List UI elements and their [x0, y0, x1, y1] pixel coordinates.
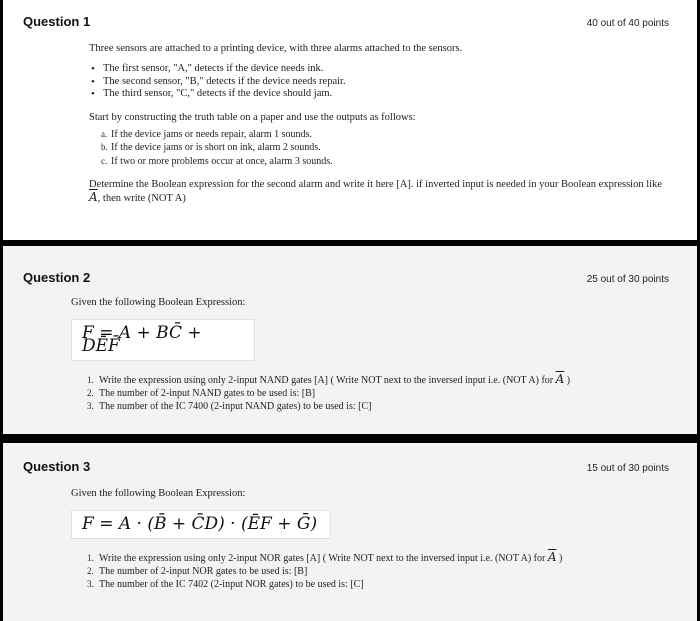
- question-1-header: [23, 14, 669, 29]
- not-a-symbol: $\overline{A}$: [89, 190, 98, 204]
- question-title: Question 3: [23, 459, 91, 474]
- question-3-body: [71, 487, 667, 591]
- not-a-symbol: $\overline{A}$: [547, 550, 557, 564]
- list-text: The number of 2-input NOR gates to be used is: [B]: [99, 566, 308, 577]
- list-item: [89, 578, 667, 591]
- list-text: The number of 2-input NAND gates to be used is: [B]: [99, 388, 316, 399]
- list-item: [101, 141, 667, 155]
- list-item: • The first sensor, "A," detects if the device needs ink.: [103, 63, 667, 76]
- given-text: Given the following Boolean Expression:: [71, 297, 246, 308]
- list-marker: c.: [101, 155, 108, 166]
- list-marker: 2.: [87, 388, 94, 398]
- question-title: Question 1: [23, 14, 91, 29]
- question-1-body: [89, 42, 667, 205]
- question-intro: Three sensors are attached to a printing device, with three alarms attached to the sensors.: [89, 43, 463, 54]
- list-item: [89, 565, 667, 578]
- list-item: [89, 400, 667, 413]
- list-item: [101, 128, 667, 142]
- question-2-body: [71, 296, 667, 413]
- list-marker: 1.: [87, 553, 94, 563]
- question-2-panel: [3, 246, 697, 434]
- list-item: • The second sensor, "B," detects if the device needs repair.: [103, 76, 667, 89]
- question-points: 40 out of 40 points: [586, 18, 669, 29]
- question-3-panel: [3, 443, 697, 621]
- list-text: The number of the IC 7400 (2-input NAND gates) to be used is: [C]: [99, 401, 372, 412]
- list-item: • The third sensor, "C," detects if the device should jam.: [103, 88, 667, 101]
- list-text: If two or more problems occur at once, alarm 3 sounds.: [111, 155, 333, 167]
- list-text: Write the expression using only 2-input NOR gates [A] ( Write NOT next to the inversed input i.e. (NOT A) for: [99, 553, 546, 564]
- list-marker: 3.: [87, 401, 94, 411]
- question-3-header: [23, 459, 669, 474]
- question-title: Question 2: [23, 270, 91, 285]
- task-list: [71, 551, 667, 591]
- question-instruction: Start by constructing the truth table on a paper and use the outputs as follows:: [89, 111, 416, 123]
- list-marker: a.: [101, 128, 108, 139]
- task-list: [71, 373, 667, 413]
- list-item: [101, 155, 667, 169]
- list-text: Write the expression using only 2-input NAND gates [A] ( Write NOT next to the inversed input i.e. (NOT A) for: [99, 375, 554, 386]
- question-points: 15 out of 30 points: [586, 463, 669, 474]
- question-1-panel: [3, 0, 697, 240]
- list-item: [89, 551, 667, 565]
- boolean-formula: F = A · (B̄ + C̄D) · (ĒF + Ḡ): [71, 510, 331, 539]
- not-a-symbol: $\overline{A}$: [555, 372, 565, 386]
- list-marker: 2.: [87, 566, 94, 576]
- given-text: Given the following Boolean Expression:: [71, 488, 246, 499]
- question-points: 25 out of 30 points: [586, 274, 669, 285]
- list-tail: ): [559, 553, 563, 564]
- list-text: If the device jams or is short on ink, alarm 2 sounds.: [111, 142, 321, 153]
- list-text: If the device jams or needs repair, alarm 1 sounds.: [111, 128, 312, 140]
- list-marker: 3.: [87, 579, 94, 589]
- boolean-formula: F = A + BC̄ + DĒF̄: [71, 319, 255, 361]
- list-item: [89, 387, 667, 400]
- determine-pre: like: [646, 179, 662, 190]
- list-marker: b.: [101, 142, 108, 152]
- determine-line: Determine the Boolean expression for the second alarm and write it here [A]. if inverted input is needed in your Boolean expression: [89, 179, 644, 190]
- list-tail: ): [566, 375, 571, 386]
- sensor-list: [89, 63, 667, 101]
- list-marker: 1.: [87, 375, 94, 385]
- determine-post: , then write (NOT A): [97, 193, 186, 204]
- list-item: [89, 373, 667, 387]
- condition-list: [89, 128, 667, 169]
- determine-text: [89, 178, 667, 205]
- list-text: The number of the IC 7402 (2-input NOR gates) to be used is: [C]: [99, 579, 364, 590]
- question-2-header: [23, 270, 669, 285]
